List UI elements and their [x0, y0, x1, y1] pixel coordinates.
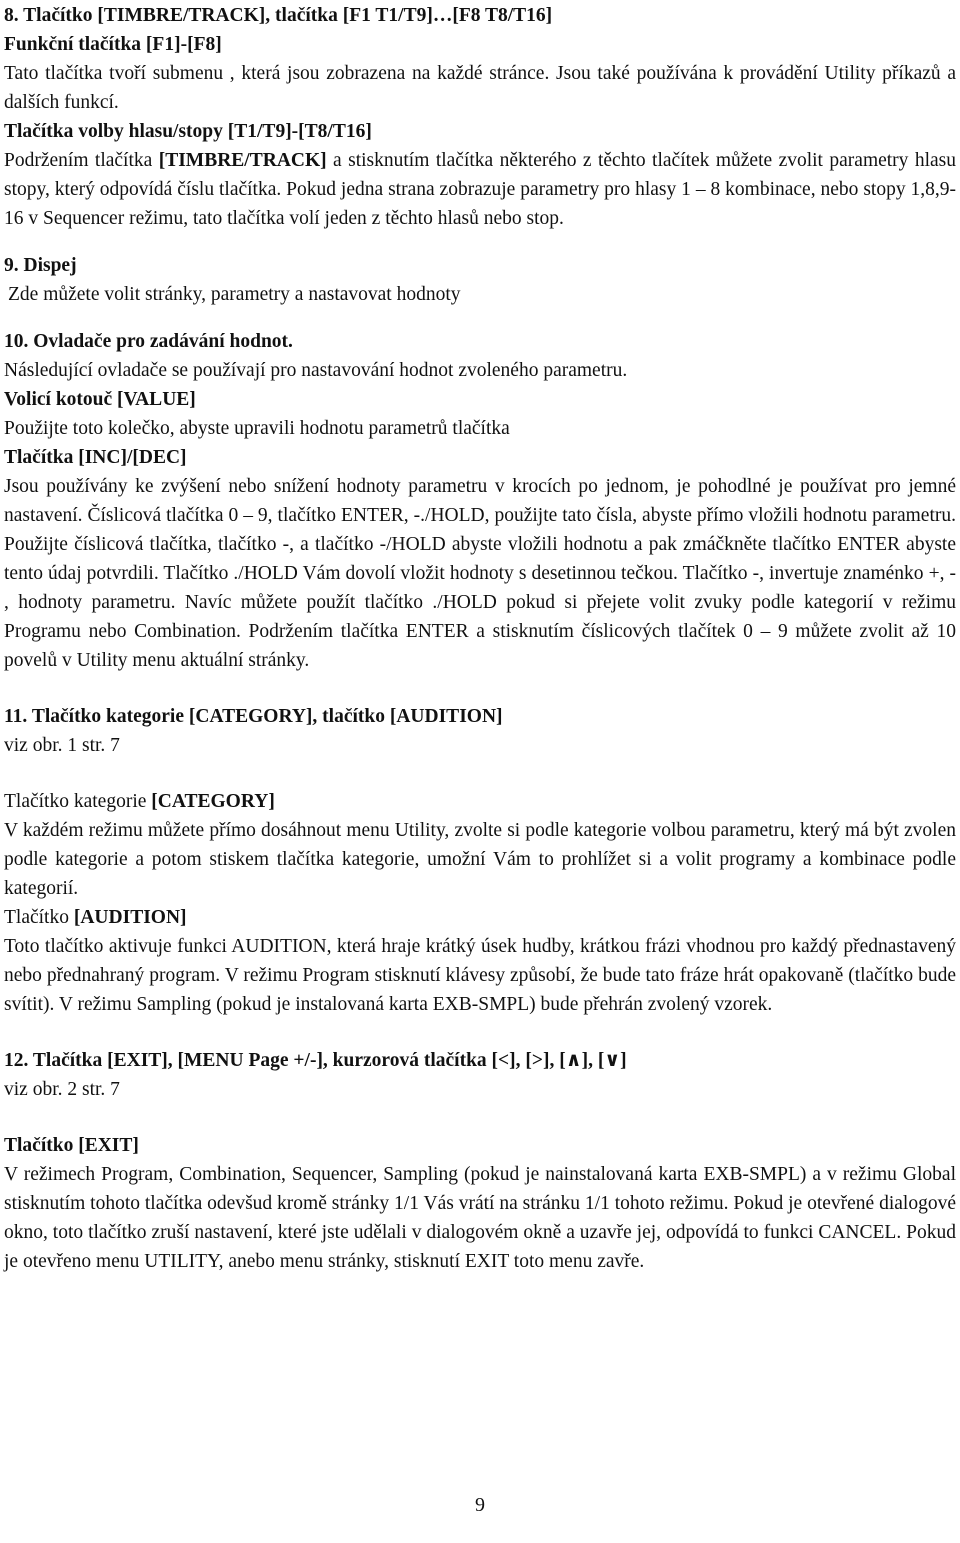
spacer [4, 760, 956, 787]
section-12-figure-ref: viz obr. 2 str. 7 [4, 1079, 120, 1100]
audition-key-label: [AUDITION] [73, 907, 187, 928]
section-9-text: Zde můžete volit stránky, parametry a nastavovat hodnoty [8, 284, 461, 305]
section-8-heading: 8. Tlačítko [TIMBRE/TRACK], tlačítka [F1 T1/T9]…[F8 T8/T16] [4, 5, 553, 26]
exit-key-text: V režimech Program, Combination, Sequencer, Sampling (pokud je nainstalovaná karta EXB-SMPL) a v režimu Global stisknutím tohoto tlačítka odevšud kromě stránky 1/1 Vás vrátí na stránku 1/1 tohoto režimu. Pokud je otevřené dialogové okno, toto tlačítko zruší nastavení, které jste udělali v dialogovém okně a uzavře jej, odpovídá to funkci CANCEL. Pokud je otevřeno menu UTILITY, anebo menu stránky, stisknutí EXIT toto menu zavře. [4, 1164, 956, 1272]
text-part: a stisknutím tlačítka některého z těchto tlačítek můžete zvolit parametry hlasu stopy, který odpovídá číslu tlačítka. Pokud jedna strana zobrazuje parametry pro hlasy 1 – 8 kombinace, nebo stopy 1,8,9-16 v Sequencer režimu, tato tlačítka volí jeden z těchto hlasů nebo stop. [4, 150, 957, 229]
value-dial-heading: Volicí kotouč [VALUE] [4, 389, 196, 410]
audition-heading [4, 903, 956, 932]
section-11 [4, 702, 956, 1019]
section-8-text-track-keys [4, 146, 956, 233]
text-part: Podržením tlačítka [4, 150, 159, 171]
section-11-figure-ref: viz obr. 1 str. 7 [4, 735, 120, 756]
section-12 [4, 1046, 956, 1276]
section-9 [4, 251, 956, 309]
category-heading [4, 787, 956, 816]
timbre-track-key-label: [TIMBRE/TRACK] [158, 150, 327, 171]
category-text: V každém režimu můžete přímo dosáhnout menu Utility, zvolte si podle kategorie volbou parametru, který má být zvolen podle kategorie a potom stiskem tlačítka kategorie, umožní Vám to prohlížet si a volit programy a kombinace podle kategorií. [4, 820, 956, 899]
spacer [4, 675, 956, 702]
section-11-heading: 11. Tlačítko kategorie [CATEGORY], tlačítko [AUDITION] [4, 706, 503, 727]
section-8-subheading-track-keys: Tlačítka volby hlasu/stopy [T1/T9]-[T8/T16] [4, 121, 372, 142]
page-number: 9 [475, 1494, 485, 1516]
spacer [4, 233, 956, 251]
section-8 [4, 1, 956, 233]
audition-text: Toto tlačítko aktivuje funkci AUDITION, která hraje krátký úsek hudby, krátkou frázi vhodnou pro každý přednastavený nebo přednahraný program. V režimu Program stisknutí klávesy způsobí, že bude tato fráze hrát opakovaně (tlačítko bude svítit). V režimu Sampling (pokud je instalovaná karta EXB-SMPL) bude přehrán zvolený vzorek. [4, 936, 956, 1015]
inc-dec-heading: Tlačítka [INC]/[DEC] [4, 447, 187, 468]
spacer [4, 1104, 956, 1131]
section-12-heading: 12. Tlačítka [EXIT], [MENU Page +/-], kurzorová tlačítka [<], [>], [∧], [∨] [4, 1050, 627, 1071]
spacer [4, 1019, 956, 1046]
value-dial-text: Použijte toto kolečko, abyste upravili hodnotu parametrů tlačítka [4, 418, 510, 439]
section-8-text-function-keys: Tato tlačítka tvoří submenu , která jsou zobrazena na každé stránce. Jsou také používána k provádění Utility příkazů a dalších funkcí. [4, 63, 956, 113]
section-10-intro: Následující ovladače se používají pro nastavování hodnot zvoleného parametru. [4, 360, 628, 381]
section-9-heading: 9. Dispej [4, 255, 77, 276]
section-10 [4, 327, 956, 675]
spacer [4, 309, 956, 327]
section-8-subheading-function-keys: Funkční tlačítka [F1]-[F8] [4, 34, 222, 55]
text-part: Tlačítko kategorie [4, 791, 152, 812]
exit-key-heading: Tlačítko [EXIT] [4, 1135, 139, 1156]
section-10-heading: 10. Ovladače pro zadávání hodnot. [4, 331, 293, 352]
category-key-label: [CATEGORY] [151, 791, 275, 812]
inc-dec-text: Jsou používány ke zvýšení nebo snížení hodnoty parametru v krocích po jednom, je pohodlné je používat pro jemné nastavení. Číslicová tlačítka 0 – 9, tlačítko ENTER, -./HOLD, použijte tato čísla, abyste přímo vložili hodnotu parametru. Použijte číslicová tlačítka, tlačítko -, a tlačítko -/HOLD abyste vložili hodnotu a pak zmáčkněte tlačítko ENTER abyste tento údaj potvrdili. Tlačítko ./HOLD Vám dovolí vložit hodnoty s desetinnou tečkou. Tlačítko -, invertuje znaménko +, - , hodnoty parametru. Navíc můžete použít tlačítko ./HOLD pokud si přejete volit zvuky podle kategorií v režimu Programu nebo Combination. Podržením tlačítka ENTER a stisknutím číslicových tlačítek 0 – 9 můžete zvolit až 10 povelů v Utility menu aktuální stránky. [4, 476, 956, 671]
text-part: Tlačítko [4, 907, 74, 928]
